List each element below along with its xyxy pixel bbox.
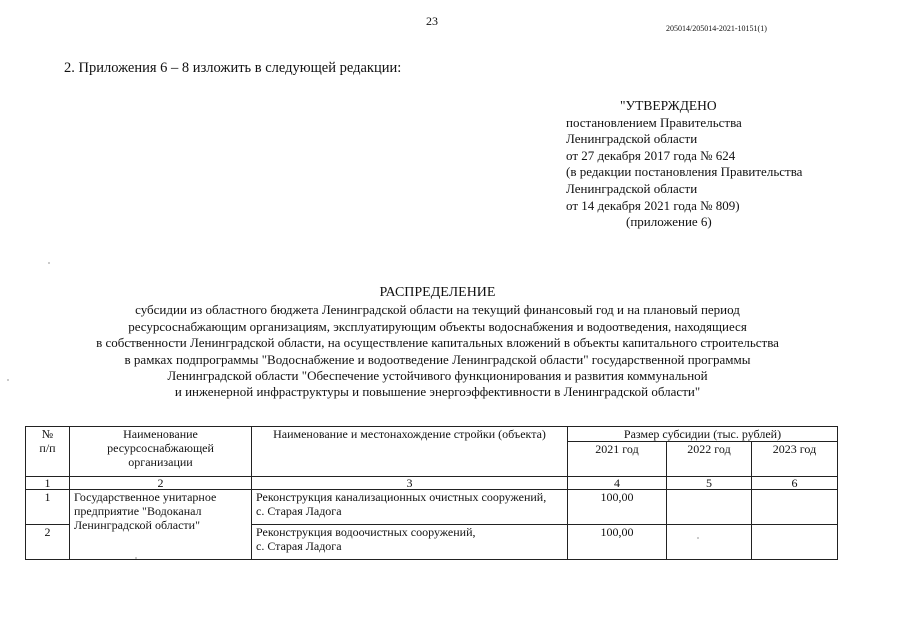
- subsidy-2023: [752, 525, 838, 560]
- column-number: 4: [568, 477, 667, 490]
- object-name: Реконструкция канализационных очистных сооружений, с. Старая Ладога: [252, 490, 568, 525]
- approval-line: Ленинградской области: [566, 131, 698, 147]
- column-number: 2: [70, 477, 252, 490]
- header-num: № п/п: [26, 427, 70, 477]
- scan-speck: [48, 262, 50, 264]
- column-number: 3: [252, 477, 568, 490]
- heading-line: в собственности Ленинградской области, на осуществление капитальных вложений в объекты капитального строительства: [96, 335, 779, 351]
- page-number: 23: [426, 14, 438, 28]
- heading-line: субсидии из областного бюджета Ленинградской области на текущий финансовый год и на плановый период: [135, 302, 740, 318]
- scan-speck: [7, 379, 9, 381]
- table-row: [26, 490, 838, 525]
- header-year-2022: 2022 год: [667, 442, 752, 477]
- column-number: 6: [752, 477, 838, 490]
- header-year-2023: 2023 год: [752, 442, 838, 477]
- column-number: 1: [26, 477, 70, 490]
- subsidy-2021: 100,00: [568, 525, 667, 560]
- approval-line: от 14 декабря 2021 года № 809): [566, 197, 740, 213]
- document-heading: [40, 285, 835, 401]
- scan-speck: [697, 537, 699, 539]
- scan-speck: [135, 557, 137, 559]
- subsidy-2022: [667, 525, 752, 560]
- subsidy-2023: [752, 490, 838, 525]
- table-header-row: [26, 427, 838, 442]
- header-subsidy: Размер субсидии (тыс. рублей): [568, 427, 838, 442]
- header-organization: Наименование ресурсоснабжающей организации: [70, 427, 252, 477]
- approval-line: от 27 декабря 2017 года № 624: [566, 147, 736, 163]
- heading-title: РАСПРЕДЕЛЕНИЕ: [379, 285, 496, 300]
- approved-label: "УТВЕРЖДЕНО: [620, 98, 717, 113]
- heading-line: в рамках подпрограммы "Водоснабжение и водоотведение Ленинградской области" государственной программы: [124, 351, 751, 367]
- row-num: 2: [26, 525, 70, 560]
- approval-block: [566, 98, 802, 231]
- heading-line: ресурсоснабжающим организациям, эксплуатирующим объекты водоснабжения и водоотведения, находящиеся: [128, 318, 747, 334]
- row-num: 1: [26, 490, 70, 525]
- organization-name: Государственное унитарное предприятие "Водоканал Ленинградской области": [70, 490, 252, 560]
- approval-line: (в редакции постановления Правительства: [566, 164, 803, 180]
- header-object: Наименование и местонахождение стройки (объекта): [252, 427, 568, 477]
- subsidy-2021: 100,00: [568, 490, 667, 525]
- subsidy-table: [25, 426, 838, 560]
- approval-line: постановлением Правительства: [566, 114, 742, 130]
- heading-line: и инженерной инфраструктуры и повышение энергоэффективности в Ленинградской области": [174, 384, 701, 400]
- object-name: Реконструкция водоочистных сооружений, с. Старая Ладога: [252, 525, 568, 560]
- approval-line: Ленинградской области: [566, 180, 698, 196]
- intro-paragraph: 2. Приложения 6 – 8 изложить в следующей редакции:: [64, 60, 402, 76]
- header-year-2021: 2021 год: [568, 442, 667, 477]
- document-code: 205014/205014-2021-10151(1): [666, 24, 767, 33]
- column-number: 5: [667, 477, 752, 490]
- appendix-label: (приложение 6): [626, 214, 712, 230]
- column-number-row: [26, 477, 838, 490]
- subsidy-2022: [667, 490, 752, 525]
- heading-line: Ленинградской области "Обеспечение устойчивого функционирования и развития коммунальной: [167, 368, 708, 384]
